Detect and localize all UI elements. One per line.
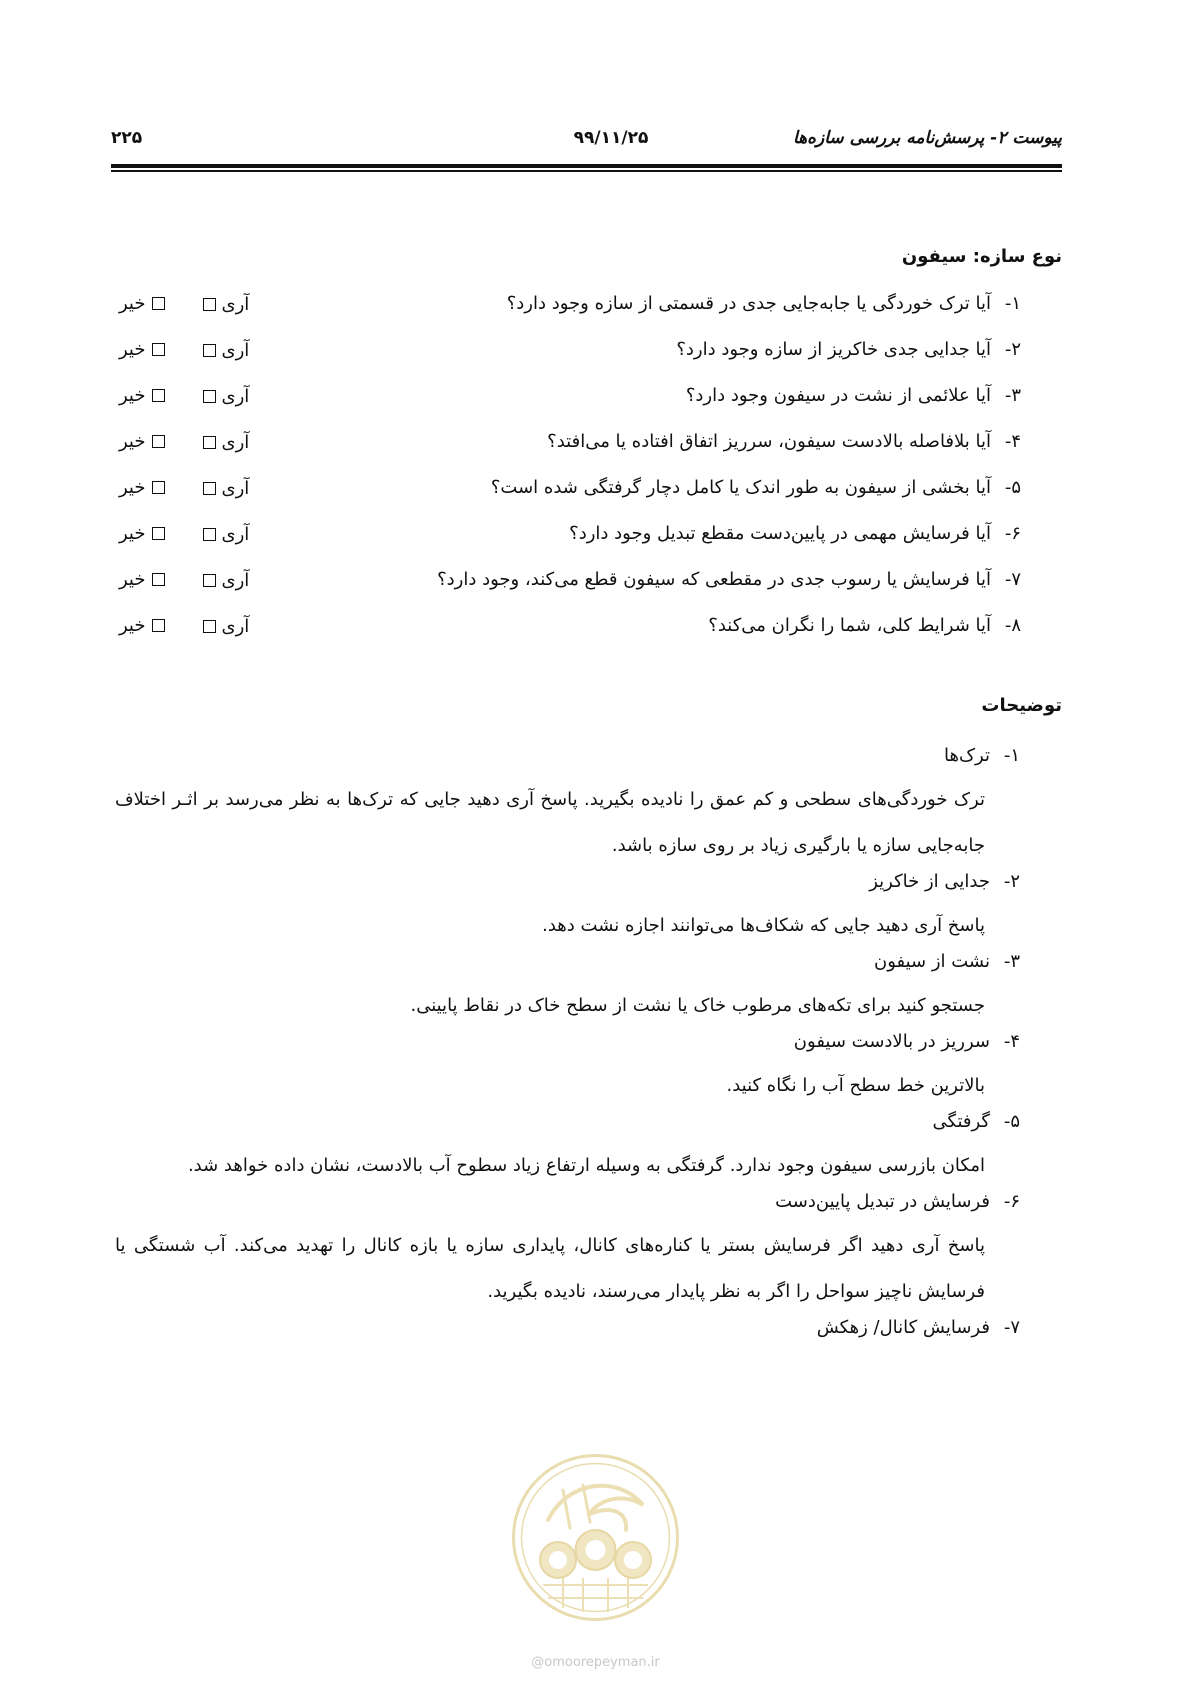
- checkbox-yes[interactable]: [203, 528, 216, 541]
- question-label: آیا علائمی از نشت در سیفون وجود دارد؟: [685, 385, 991, 406]
- option-yes[interactable]: [197, 524, 250, 545]
- note-item: [115, 949, 1020, 1029]
- question-text: [491, 477, 1021, 498]
- header-rule-thick: [111, 164, 1062, 168]
- question-row: [111, 477, 1021, 523]
- option-yes[interactable]: [197, 386, 250, 407]
- question-number: ۴-: [1004, 431, 1021, 452]
- option-no[interactable]: [119, 431, 171, 452]
- option-no-label: خیر: [119, 569, 146, 590]
- note-heading-text: جدایی از خاکریز: [869, 871, 990, 892]
- note-body: بالاترین خط سطح آب را نگاه کنید.: [726, 1075, 985, 1096]
- note-heading-text: فرسایش کانال/ زهکش: [816, 1317, 990, 1338]
- answer-options: [119, 385, 249, 407]
- note-number: ۳-: [1003, 951, 1020, 972]
- page-header: [111, 128, 1062, 160]
- note-item: [115, 1029, 1020, 1109]
- watermark-url: @omoorepeyman.ir: [531, 1655, 660, 1670]
- question-number: ۱-: [1004, 293, 1021, 314]
- checkbox-yes[interactable]: [203, 482, 216, 495]
- question-row: [111, 293, 1021, 339]
- question-text: [676, 339, 1021, 360]
- answer-options: [119, 569, 249, 591]
- note-heading-text: نشت از سیفون: [873, 951, 990, 972]
- note-heading-text: گرفتگی: [932, 1111, 990, 1132]
- checkbox-no[interactable]: [152, 389, 165, 402]
- checkbox-no[interactable]: [152, 343, 165, 356]
- option-no-label: خیر: [119, 339, 146, 360]
- checkbox-yes[interactable]: [203, 390, 216, 403]
- note-heading-text: فرسایش در تبدیل پایین‌دست: [775, 1191, 990, 1212]
- checkbox-yes[interactable]: [203, 344, 216, 357]
- question-text: [569, 523, 1021, 544]
- question-row: [111, 385, 1021, 431]
- option-no-label: خیر: [119, 293, 146, 314]
- option-yes[interactable]: [197, 294, 250, 315]
- option-no[interactable]: [119, 477, 171, 498]
- note-body: ترک خوردگی‌های سطحی و کم عمق را نادیده بگیرید. پاسخ آری دهید جایی که ترک‌ها به نظر می‌رسد بر اثـر اختلاف جابه‌جایی سازه یا بارگیری زیاد بر روی سازه باشد.: [115, 789, 985, 856]
- option-no[interactable]: [119, 385, 171, 406]
- notes-list: [115, 743, 1020, 1361]
- option-yes-label: آری: [221, 340, 250, 361]
- note-heading: [115, 1315, 1020, 1361]
- question-label: آیا فرسایش مهمی در پایین‌دست مقطع تبدیل وجود دارد؟: [569, 523, 991, 544]
- answer-options: [119, 477, 249, 499]
- checkbox-yes[interactable]: [203, 298, 216, 311]
- question-label: آیا بخشی از سیفون به طور اندک یا کامل دچار گرفتگی شده است؟: [490, 477, 991, 498]
- note-number: ۱-: [1003, 745, 1020, 766]
- header-date: ۹۹/۱۱/۲۵: [573, 128, 649, 148]
- question-label: آیا بلافاصله بالادست سیفون، سرریز اتفاق افتاده یا می‌افتد؟: [547, 431, 991, 452]
- watermark-seal: [508, 1450, 683, 1625]
- checkbox-yes[interactable]: [203, 436, 216, 449]
- checkbox-no[interactable]: [152, 573, 165, 586]
- question-number: ۳-: [1004, 385, 1021, 406]
- note-heading-text: ترک‌ها: [943, 745, 990, 766]
- question-row: [111, 523, 1021, 569]
- option-yes-label: آری: [221, 432, 250, 453]
- question-label: آیا ترک خوردگی یا جابه‌جایی جدی در قسمتی از سازه وجود دارد؟: [506, 293, 991, 314]
- note-heading-text: سرریز در بالادست سیفون: [793, 1031, 990, 1052]
- note-number: ۶-: [1003, 1191, 1020, 1212]
- checkbox-no[interactable]: [152, 527, 165, 540]
- question-label: آیا فرسایش یا رسوب جدی در مقطعی که سیفون قطع می‌کند، وجود دارد؟: [437, 569, 991, 590]
- option-yes-label: آری: [221, 570, 250, 591]
- page-number: ۲۲۵: [111, 128, 143, 148]
- option-yes[interactable]: [197, 432, 250, 453]
- answer-options: [119, 523, 249, 545]
- option-no[interactable]: [119, 523, 171, 544]
- checkbox-yes[interactable]: [203, 574, 216, 587]
- note-item: [115, 1315, 1020, 1361]
- option-no-label: خیر: [119, 477, 146, 498]
- question-list: [111, 293, 1021, 661]
- note-number: ۴-: [1003, 1031, 1020, 1052]
- header-title: پیوست ۲- پرسش‌نامه بررسی سازه‌ها: [792, 128, 1062, 148]
- question-number: ۷-: [1004, 569, 1021, 590]
- note-number: ۵-: [1003, 1111, 1020, 1132]
- note-body: امکان بازرسی سیفون وجود ندارد. گرفتگی به وسیله ارتفاع زیاد سطوح آب بالادست، نشان داده خواهد شد.: [187, 1155, 985, 1176]
- option-yes[interactable]: [197, 340, 250, 361]
- option-yes[interactable]: [197, 616, 250, 637]
- option-yes-label: آری: [221, 294, 250, 315]
- option-no[interactable]: [119, 615, 171, 636]
- checkbox-yes[interactable]: [203, 620, 216, 633]
- question-number: ۲-: [1004, 339, 1021, 360]
- note-item: [115, 1189, 1020, 1315]
- option-no-label: خیر: [119, 431, 146, 452]
- question-text: [437, 569, 1021, 590]
- note-number: ۷-: [1003, 1317, 1020, 1338]
- answer-options: [119, 293, 249, 315]
- option-no-label: خیر: [119, 385, 146, 406]
- question-number: ۶-: [1004, 523, 1021, 544]
- checkbox-no[interactable]: [152, 297, 165, 310]
- checkbox-no[interactable]: [152, 435, 165, 448]
- option-yes[interactable]: [197, 478, 250, 499]
- question-row: [111, 339, 1021, 385]
- answer-options: [119, 431, 249, 453]
- checkbox-no[interactable]: [152, 481, 165, 494]
- question-text: [686, 385, 1021, 406]
- note-item: [115, 1109, 1020, 1189]
- option-yes-label: آری: [221, 478, 250, 499]
- checkbox-no[interactable]: [152, 619, 165, 632]
- note-body: پاسخ آری دهید جایی که شکاف‌ها می‌توانند اجازه نشت دهد.: [542, 915, 985, 936]
- header-rule-thin: [111, 170, 1062, 172]
- option-yes[interactable]: [197, 570, 250, 591]
- structure-type-title: نوع سازه: سیفون: [901, 246, 1062, 267]
- answer-options: [119, 615, 249, 637]
- note-item: [115, 743, 1020, 869]
- question-text: [547, 431, 1021, 452]
- question-label: آیا جدایی جدی خاکریز از سازه وجود دارد؟: [676, 339, 991, 360]
- question-label: آیا شرایط کلی، شما را نگران می‌کند؟: [708, 615, 991, 636]
- note-number: ۲-: [1003, 871, 1020, 892]
- note-item: [115, 869, 1020, 949]
- option-no[interactable]: [119, 569, 171, 590]
- option-yes-label: آری: [221, 616, 250, 637]
- option-no[interactable]: [119, 293, 171, 314]
- note-body: پاسخ آری دهید اگر فرسایش بستر یا کناره‌های کانال، پایداری سازه یا بازه کانال را تهدید می‌کند. آب شستگی یا فرسایش ناچیز سواحل را اگر به نظر پایدار می‌رسند، نادیده بگیرید.: [115, 1235, 985, 1302]
- question-row: [111, 431, 1021, 477]
- note-body: جستجو کنید برای تکه‌های مرطوب خاک یا نشت از سطح خاک در نقاط پایینی.: [410, 995, 985, 1016]
- option-yes-label: آری: [221, 524, 250, 545]
- option-no-label: خیر: [119, 523, 146, 544]
- notes-title: توضیحات: [981, 695, 1062, 716]
- question-text: [507, 293, 1021, 314]
- answer-options: [119, 339, 249, 361]
- option-no-label: خیر: [119, 615, 146, 636]
- option-no[interactable]: [119, 339, 171, 360]
- question-text: [708, 615, 1021, 636]
- question-number: ۸-: [1004, 615, 1021, 636]
- seal-icon: [508, 1450, 683, 1625]
- option-yes-label: آری: [221, 386, 250, 407]
- question-row: [111, 569, 1021, 615]
- question-number: ۵-: [1004, 477, 1021, 498]
- question-row: [111, 615, 1021, 661]
